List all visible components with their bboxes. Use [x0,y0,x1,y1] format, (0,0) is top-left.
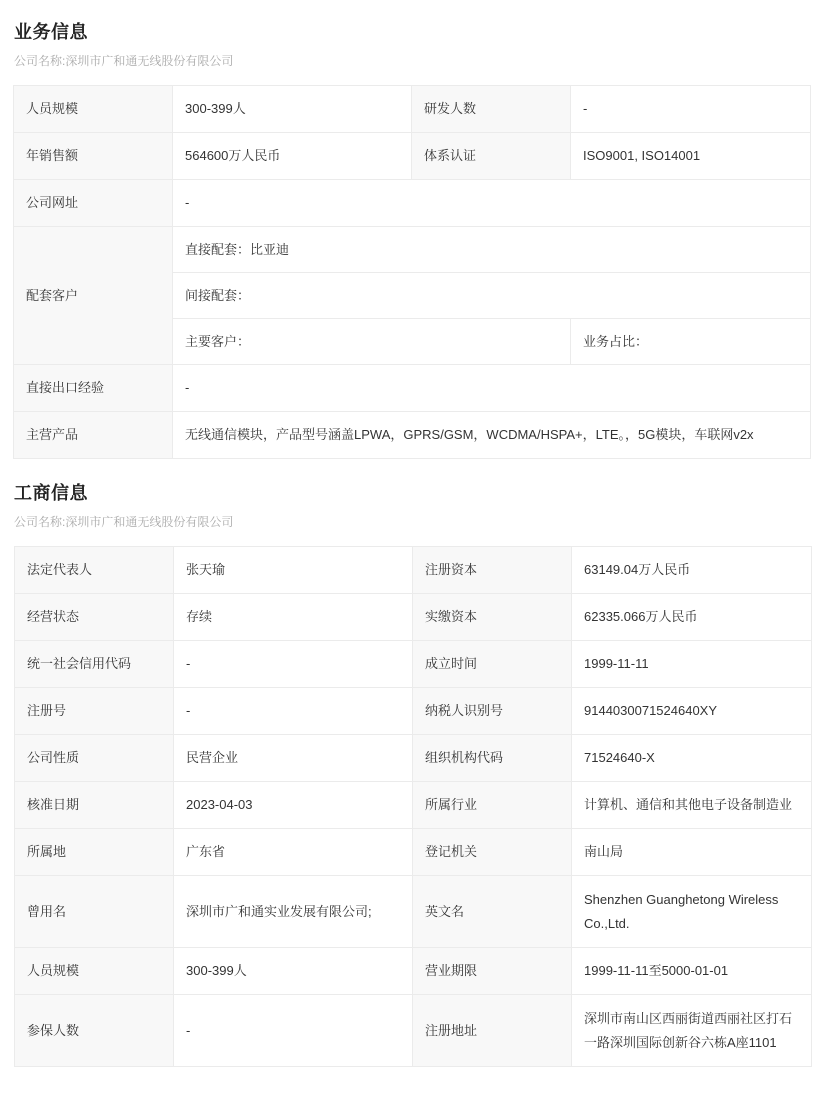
field-value: - [174,688,413,735]
business-info-company-name: 公司名称:深圳市广和通无线股份有限公司 [14,54,234,68]
field-label: 核准日期 [15,782,174,829]
field-label: 实缴资本 [413,594,572,641]
indirect-supporting-value: 间接配套： [173,273,811,319]
table-row [15,547,812,594]
table-row [14,365,811,412]
field-value: 1999-11-11 [572,641,812,688]
field-label: 登记机关 [413,829,572,876]
table-row [15,782,812,829]
commerce-info-company-name: 公司名称:深圳市广和通无线股份有限公司 [14,515,234,529]
website-value: - [173,180,811,227]
field-value: 张天瑜 [174,547,413,594]
table-row [14,412,811,459]
table-row [15,594,812,641]
field-value: 1999-11-11至5000-01-01 [572,948,812,995]
certification-value: ISO9001, ISO14001 [571,133,811,180]
field-value: Shenzhen Guanghetong Wireless Co.,Ltd. [572,876,812,948]
field-value: 计算机、通信和其他电子设备制造业 [572,782,812,829]
field-label: 所属地 [15,829,174,876]
export-experience-value: - [173,365,811,412]
field-label: 所属行业 [413,782,572,829]
field-label: 统一社会信用代码 [15,641,174,688]
field-value: 62335.066万人民币 [572,594,812,641]
certification-label: 体系认证 [412,133,571,180]
table-row [15,641,812,688]
field-value: - [174,641,413,688]
table-row [15,948,812,995]
table-row [14,86,811,133]
field-value: 63149.04万人民币 [572,547,812,594]
field-label: 注册地址 [413,995,572,1067]
commerce-info-table [14,546,812,1067]
table-row [14,227,811,273]
field-label: 注册号 [15,688,174,735]
supporting-customers-label: 配套客户 [14,227,173,365]
table-row [15,876,812,948]
field-value: 存续 [174,594,413,641]
website-label: 公司网址 [14,180,173,227]
table-row [15,995,812,1067]
field-label: 经营状态 [15,594,174,641]
field-label: 营业期限 [413,948,572,995]
direct-supporting-value: 直接配套：比亚迪 [173,227,811,273]
field-value: 民营企业 [174,735,413,782]
rd-staff-value: - [571,86,811,133]
export-experience-label: 直接出口经验 [14,365,173,412]
field-label: 英文名 [413,876,572,948]
field-label: 法定代表人 [15,547,174,594]
field-label: 成立时间 [413,641,572,688]
field-value: 南山局 [572,829,812,876]
main-products-value: 无线通信模块，产品型号涵盖LPWA，GPRS/GSM，WCDMA/HSPA+，LTE。，5G模块，车联网v2x [173,412,811,459]
staff-size-label: 人员规模 [14,86,173,133]
table-row [15,688,812,735]
table-row [15,829,812,876]
commerce-info-title: 工商信息 [14,483,88,503]
field-label: 公司性质 [15,735,174,782]
field-value: 深圳市南山区西丽街道西丽社区打石一路深圳国际创新谷六栋A座1101 [572,995,812,1067]
field-value: 71524640-X [572,735,812,782]
field-value: 300-399人 [174,948,413,995]
main-customers-value: 主要客户： [173,319,571,365]
annual-sales-label: 年销售额 [14,133,173,180]
annual-sales-value: 564600万人民币 [173,133,412,180]
field-label: 组织机构代码 [413,735,572,782]
field-value: 广东省 [174,829,413,876]
field-label: 曾用名 [15,876,174,948]
table-row [14,180,811,227]
field-label: 人员规模 [15,948,174,995]
main-products-label: 主营产品 [14,412,173,459]
table-row [14,133,811,180]
field-label: 纳税人识别号 [413,688,572,735]
business-ratio-value: 业务占比： [571,319,811,365]
field-label: 注册资本 [413,547,572,594]
field-label: 参保人数 [15,995,174,1067]
field-value: 9144030071524640XY [572,688,812,735]
field-value: 深圳市广和通实业发展有限公司; [174,876,413,948]
field-value: 2023-04-03 [174,782,413,829]
table-row [15,735,812,782]
field-value: - [174,995,413,1067]
business-info-table [13,85,811,459]
rd-staff-label: 研发人数 [412,86,571,133]
staff-size-value: 300-399人 [173,86,412,133]
business-info-title: 业务信息 [14,22,88,42]
